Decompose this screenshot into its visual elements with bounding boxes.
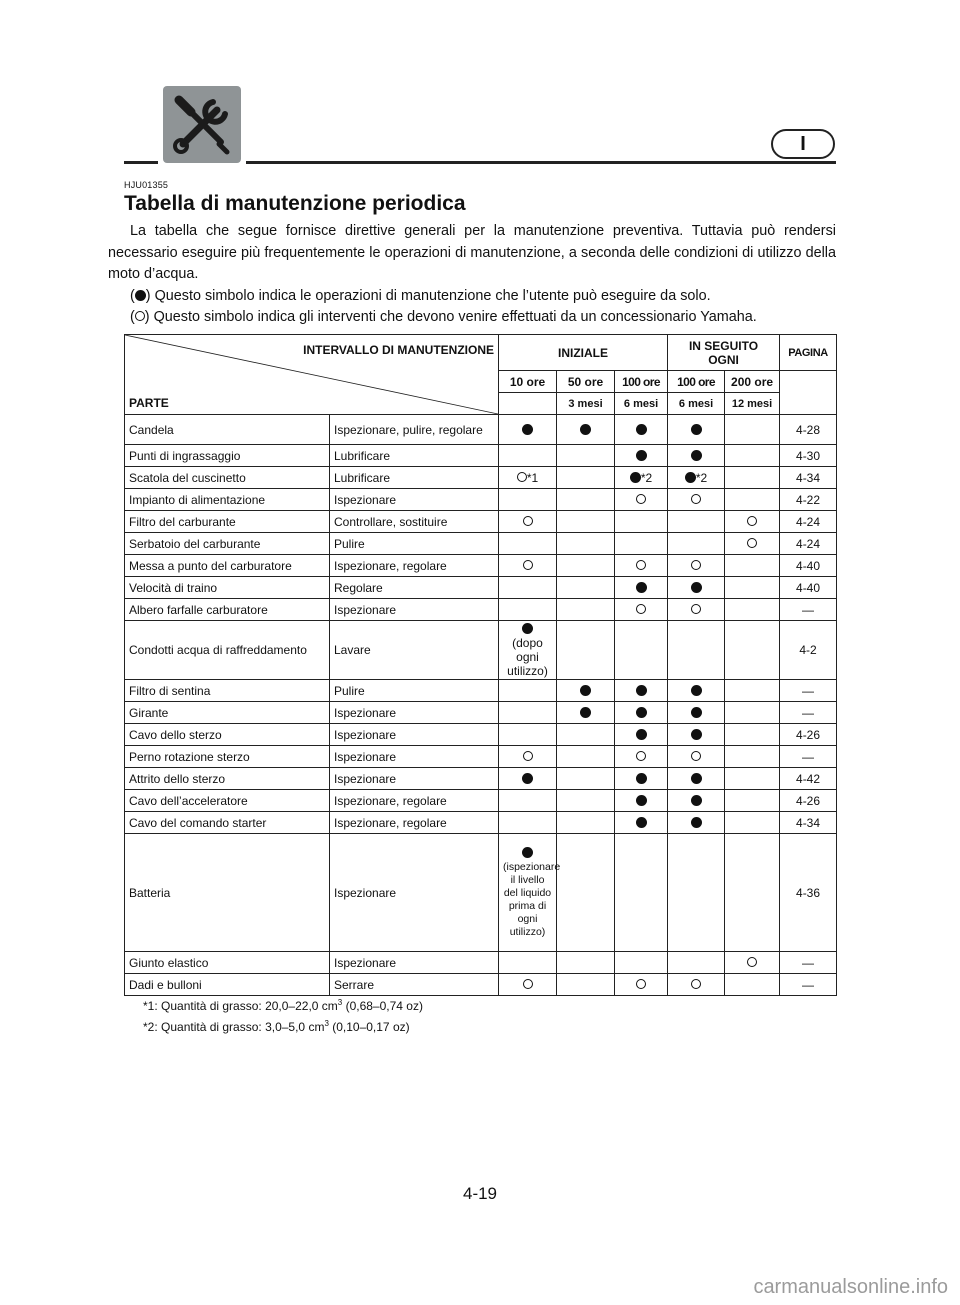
interval-cell [499,680,557,702]
filled-dot-icon [636,450,647,461]
part-cell: Girante [125,702,330,724]
interval-cell [668,445,725,467]
interval-cell [499,702,557,724]
page-ref-cell: — [780,599,837,621]
interval-cell [557,812,615,834]
header-page: PAGINA [780,335,837,371]
table-row [125,724,837,746]
interval-cell [499,511,557,533]
interval-cell [557,489,615,511]
page-ref-cell: 4-34 [780,812,837,834]
interval-cell [499,834,561,952]
part-cell: Perno rotazione sterzo [125,746,330,768]
operation-cell: Controllare, sostituire [330,511,499,533]
interval-cell [615,812,668,834]
interval-cell [725,768,780,790]
operation-cell: Lubrificare [330,445,499,467]
watermark: carmanualsonline.info [753,1276,948,1298]
interval-cell [668,724,725,746]
interval-cell [725,533,780,555]
filled-dot-icon [522,623,533,634]
interval-cell [725,415,780,445]
table-row [125,790,837,812]
interval-cell [557,790,615,812]
interval-cell [615,533,668,555]
interval-cell [668,555,725,577]
part-cell: Punti di ingrassaggio [125,445,330,467]
operation-cell: Lavare [330,621,499,680]
part-cell: Serbatoio del carburante [125,533,330,555]
interval-cell [668,511,725,533]
filled-dot-icon [636,685,647,696]
part-cell: Messa a punto del carburatore [125,555,330,577]
interval-cell [615,599,668,621]
filled-dot-icon [685,472,696,483]
interval-cell [557,952,615,974]
intro-paragraph: La tabella che segue fornisce direttive generali per la manutenzione preventiva. Tuttavia può rendersi necessario eseguire più frequentemente le operazioni di manutenzione, a seconda delle condizioni di utilizzo della moto d’acqua. [108,223,836,282]
table-row [125,812,837,834]
page-title: Tabella di manutenzione periodica [124,192,466,215]
operation-cell: Lubrificare [330,467,499,489]
interval-cell [725,555,780,577]
interval-cell [725,577,780,599]
table-header-row [125,335,837,371]
page-number: 4-19 [462,1184,498,1203]
header-after: IN SEGUITO OGNI [668,335,780,371]
interval-cell [557,555,615,577]
interval-note: *2 [640,470,653,485]
interval-cell [615,768,668,790]
page-ref-cell: 4-30 [780,445,837,467]
interval-cell [557,533,615,555]
interval-cell [668,790,725,812]
interval-cell [557,680,615,702]
months-cell: 6 mesi [615,393,668,415]
interval-cell [499,467,557,489]
filled-dot-icon [691,582,702,593]
table-row [125,768,837,790]
filled-dot-icon [636,773,647,784]
interval-cell [668,746,725,768]
table-row [125,467,837,489]
table-row [125,489,837,511]
interval-note: (dopo ogni utilizzo) [507,636,548,678]
interval-cell [557,974,615,996]
table-row [125,599,837,621]
interval-cell [615,445,668,467]
part-cell: Dadi e bulloni [125,974,330,996]
filled-dot-icon [636,424,647,435]
header-initial: INIZIALE [499,335,668,371]
operation-cell: Ispezionare, regolare [330,812,499,834]
hours-cell: 50 ore [557,371,615,393]
operation-cell: Ispezionare, regolare [330,555,499,577]
page-ref-cell: — [780,680,837,702]
page-ref-cell: 4-24 [780,533,837,555]
operation-cell: Ispezionare [330,768,499,790]
interval-cell [615,621,668,680]
interval-cell [725,952,780,974]
page-ref-cell: 4-42 [780,768,837,790]
interval-cell [668,680,725,702]
open-circle-icon [135,311,145,321]
interval-cell [615,577,668,599]
interval-cell [615,952,668,974]
interval-cell [725,974,780,996]
interval-cell [668,952,725,974]
interval-cell [557,746,615,768]
part-cell: Impianto di alimentazione [125,489,330,511]
interval-cell [615,489,668,511]
table-row [125,577,837,599]
open-circle-icon [523,516,533,526]
interval-cell [725,746,780,768]
operation-cell: Serrare [330,974,499,996]
filled-dot-icon [636,729,647,740]
header-diagonal-cell [125,335,499,415]
interval-cell [725,467,780,489]
interval-cell [499,577,557,599]
hours-cell: 100 ore [615,371,668,393]
part-cell: Filtro del carburante [125,511,330,533]
interval-note: *2 [695,470,708,485]
page-ref-cell: — [780,702,837,724]
language-badge: I [771,129,835,159]
page-ref-cell: 4-40 [780,555,837,577]
interval-cell [725,702,780,724]
interval-cell [615,724,668,746]
filled-dot-icon [580,424,591,435]
table-row [125,511,837,533]
interval-cell [725,489,780,511]
interval-cell [615,680,668,702]
interval-cell [499,489,557,511]
interval-cell [725,790,780,812]
hours-cell: 100 ore [668,371,725,393]
open-circle-icon [636,979,646,989]
footnote-1: *1: Quantità di grasso: 20,0–22,0 $cm^3$ (0,68–0,74 oz) [143,998,423,1013]
page-ref-cell: 4-26 [780,790,837,812]
interval-cell [499,533,557,555]
table-row [125,555,837,577]
interval-cell [557,702,615,724]
filled-dot-icon [636,707,647,718]
footnote-2: *2: Quantità di grasso: 3,0–5,0 $cm^3$ (0,10–0,17 oz) [143,1019,410,1034]
interval-cell [615,834,668,952]
operation-cell: Ispezionare [330,702,499,724]
part-cell: Filtro di sentina [125,680,330,702]
operation-cell: Ispezionare [330,599,499,621]
page-ref-cell: 4-24 [780,511,837,533]
interval-cell [725,812,780,834]
table-row [125,952,837,974]
interval-cell [615,974,668,996]
table-row [125,702,837,724]
interval-cell [668,974,725,996]
interval-cell [557,621,615,680]
operation-cell: Pulire [330,680,499,702]
filled-dot-icon [522,773,533,784]
interval-cell [668,577,725,599]
operation-cell: Ispezionare, regolare [330,790,499,812]
interval-cell [725,511,780,533]
interval-cell [668,415,725,445]
table-row [125,621,837,680]
interval-cell [557,467,615,489]
filled-dot-icon [691,729,702,740]
operation-cell: Pulire [330,533,499,555]
interval-cell [615,467,668,489]
page-ref-cell: — [780,746,837,768]
page-ref-cell: 4-34 [780,467,837,489]
months-cell: 3 mesi [557,393,615,415]
legend-dot-line: ( ) Questo simbolo indica le operazioni di manutenzione che l’utente può eseguire da solo. [130,287,711,304]
interval-cell [499,599,557,621]
interval-cell [615,415,668,445]
filled-dot-icon [691,817,702,828]
months-cell: 6 mesi [668,393,725,415]
page-ref-cell: — [780,952,837,974]
part-cell: Candela [125,415,330,445]
interval-cell [499,555,557,577]
open-circle-icon [523,979,533,989]
filled-dot-icon [522,424,533,435]
interval-cell [557,834,615,952]
open-circle-icon [691,604,701,614]
interval-note: *1 [526,470,539,485]
page-ref-cell: 4-2 [780,621,837,680]
open-circle-icon [747,957,757,967]
interval-cell [499,415,557,445]
interval-cell [499,974,557,996]
interval-cell [615,555,668,577]
hours-cell: 200 ore [725,371,780,393]
hours-cell: 10 ore [499,371,557,393]
maintenance-table [124,334,837,996]
interval-note: (ispezionare il livello del liquido prima di ogni utilizzo) [503,860,561,938]
interval-cell [499,445,557,467]
interval-cell [615,790,668,812]
page-ref-cell: — [780,974,837,996]
interval-cell [725,680,780,702]
open-circle-icon [523,560,533,570]
interval-cell [668,621,725,680]
interval-cell [499,621,557,680]
tools-icon [163,86,241,163]
interval-cell [557,599,615,621]
interval-cell [725,599,780,621]
filled-dot-icon [691,795,702,806]
interval-cell [615,511,668,533]
table-row [125,445,837,467]
operation-cell: Ispezionare [330,952,499,974]
interval-cell [499,724,557,746]
interval-cell [499,952,557,974]
page-ref-cell: 4-40 [780,577,837,599]
open-circle-icon [691,979,701,989]
filled-dot-icon [691,685,702,696]
section-code: HJU01355 [124,180,169,190]
part-cell: Cavo dello sterzo [125,724,330,746]
interval-cell [668,599,725,621]
operation-cell: Ispezionare, pulire, regolare [330,415,499,445]
header-interval: INTERVALLO DI MANUTENZIONE [303,343,494,357]
part-cell: Cavo dell’acceleratore [125,790,330,812]
filled-dot-icon [691,424,702,435]
table-row [125,415,837,445]
page-ref-cell: 4-26 [780,724,837,746]
interval-cell [615,702,668,724]
table-row [125,746,837,768]
months-cell: 12 mesi [725,393,780,415]
filled-dot-icon [630,472,641,483]
filled-dot-icon [636,582,647,593]
filled-dot-icon [691,773,702,784]
page-ref-cell: 4-36 [780,834,837,952]
interval-cell [668,702,725,724]
legend-ring-text: Questo simbolo indica gli interventi che devono venire effettuati da un concessionario Yamaha. [153,309,757,325]
interval-cell [725,724,780,746]
operation-cell: Ispezionare [330,746,499,768]
open-circle-icon [691,560,701,570]
interval-cell [499,812,557,834]
interval-cell [668,467,725,489]
operation-cell: Ispezionare [330,724,499,746]
interval-cell [499,790,557,812]
months-cell [499,393,557,415]
table-row [125,533,837,555]
filled-dot-icon [691,450,702,461]
part-cell: Condotti acqua di raffreddamento [125,621,330,680]
header-page-blank [780,371,837,415]
page-ref-cell: 4-22 [780,489,837,511]
legend-dot-text: Questo simbolo indica le operazioni di manutenzione che l’utente può eseguire da solo. [154,287,711,304]
open-circle-icon [691,751,701,761]
table-row [125,974,837,996]
operation-cell: Ispezionare [330,834,499,952]
part-cell: Batteria [125,834,330,952]
filled-dot-icon [691,707,702,718]
filled-dot-icon [580,707,591,718]
header-part: PARTE [129,396,169,410]
interval-cell [557,768,615,790]
interval-cell [668,768,725,790]
open-circle-icon [636,494,646,504]
interval-cell [557,724,615,746]
part-cell: Albero farfalle carburatore [125,599,330,621]
header-rule-left [124,161,158,164]
interval-cell [615,746,668,768]
interval-cell [668,812,725,834]
interval-cell [725,834,780,952]
filled-dot-icon [636,795,647,806]
open-circle-icon [747,538,757,548]
interval-cell [668,834,725,952]
table-row [125,680,837,702]
interval-cell [725,621,780,680]
part-cell: Giunto elastico [125,952,330,974]
operation-cell: Ispezionare [330,489,499,511]
interval-cell [557,415,615,445]
part-cell: Velocità di traino [125,577,330,599]
interval-cell [725,445,780,467]
table-row [125,834,837,952]
legend-ring-line: ( ) Questo simbolo indica gli interventi che devono venire effettuati da un concessionario Yamaha. [130,309,757,325]
filled-dot-icon [135,290,146,301]
operation-cell: Regolare [330,577,499,599]
intro-text [108,221,836,329]
filled-dot-icon [522,847,533,858]
page-ref-cell: 4-28 [780,415,837,445]
open-circle-icon [747,516,757,526]
interval-cell [557,577,615,599]
open-circle-icon [636,560,646,570]
interval-cell [499,768,557,790]
open-circle-icon [523,751,533,761]
filled-dot-icon [636,817,647,828]
interval-cell [668,533,725,555]
open-circle-icon [517,472,527,482]
open-circle-icon [636,751,646,761]
open-circle-icon [691,494,701,504]
interval-cell [557,445,615,467]
part-cell: Scatola del cuscinetto [125,467,330,489]
interval-cell [499,746,557,768]
open-circle-icon [636,604,646,614]
header-rule-right [246,161,836,164]
interval-cell [557,511,615,533]
interval-cell [668,489,725,511]
part-cell: Attrito dello sterzo [125,768,330,790]
part-cell: Cavo del comando starter [125,812,330,834]
filled-dot-icon [580,685,591,696]
